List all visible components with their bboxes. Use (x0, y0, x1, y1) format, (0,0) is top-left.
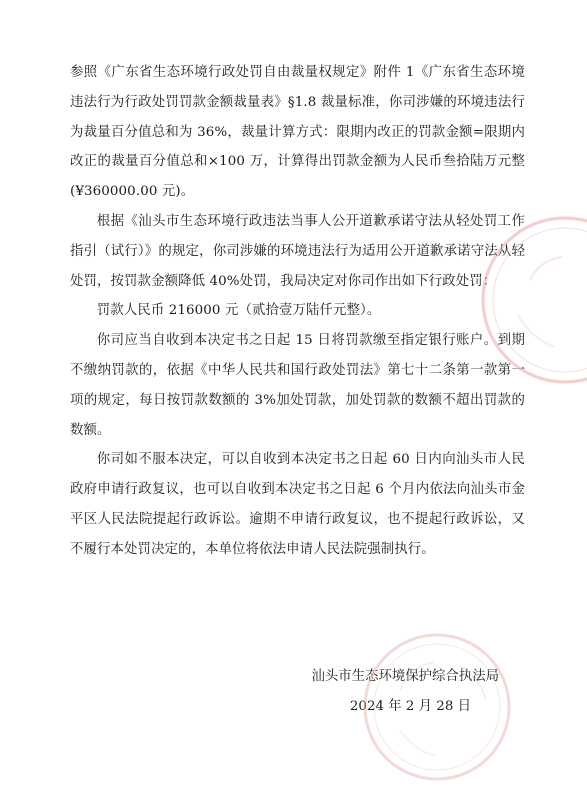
paragraph-penalty-calculation: 参照《广东省生态环境行政处罚自由裁量权规定》附件 1《广东省生态环境违法行为行政处罚罚款金额裁量表》§1.8 裁量标准，你司涉嫌的环境违法行为裁量百分值总和为 36%，裁量计算方式：限期内改正的罚款金额=限期内改正的裁量百分值总和×100 万，计算得出罚款金额为人民币叁拾陆万元整(¥360000.00 元)。 (70, 65, 525, 200)
paragraph-appeal-rights: 你司如不服本决定，可以自收到本决定书之日起 60 日内向汕头市人民政府申请行政复议，也可以自收到本决定书之日起 6 个月内依法向汕头市金平区人民法院提起行政诉讼。逾期不申请行政复议，也不提起行政诉讼，又不履行本处罚决定的，本单位将依法申请人民法院强制执行。 (70, 452, 525, 557)
document-body (70, 58, 525, 565)
paragraph-fine-amount: 罚款人民币 216000 元（贰拾壹万陆仟元整）。 (96, 303, 381, 319)
paragraph-leniency-basis: 根据《汕头市生态环境行政违法当事人公开道歉承诺守法从轻处罚工作指引（试行）》的规定，你司涉嫌的环境违法行为适用公开道歉承诺守法从轻处罚，按罚款金额降低 40%处罚，我局决定对你司作出如下行政处罚： (70, 213, 525, 289)
issuing-authority: 汕头市生态环境保护综合执法局 (311, 669, 499, 684)
issue-date: 2024 年 2 月 28 日 (349, 699, 471, 714)
paragraph-payment-deadline: 你司应当自收到本决定书之日起 15 日将罚款缴至指定银行账户。到期不缴纳罚款的，依据《中华人民共和国行政处罚法》第七十二条第一款第一项的规定，每日按罚款数额的 3%加处罚款，加处罚款的数额不超出罚款的数额。 (70, 333, 525, 438)
